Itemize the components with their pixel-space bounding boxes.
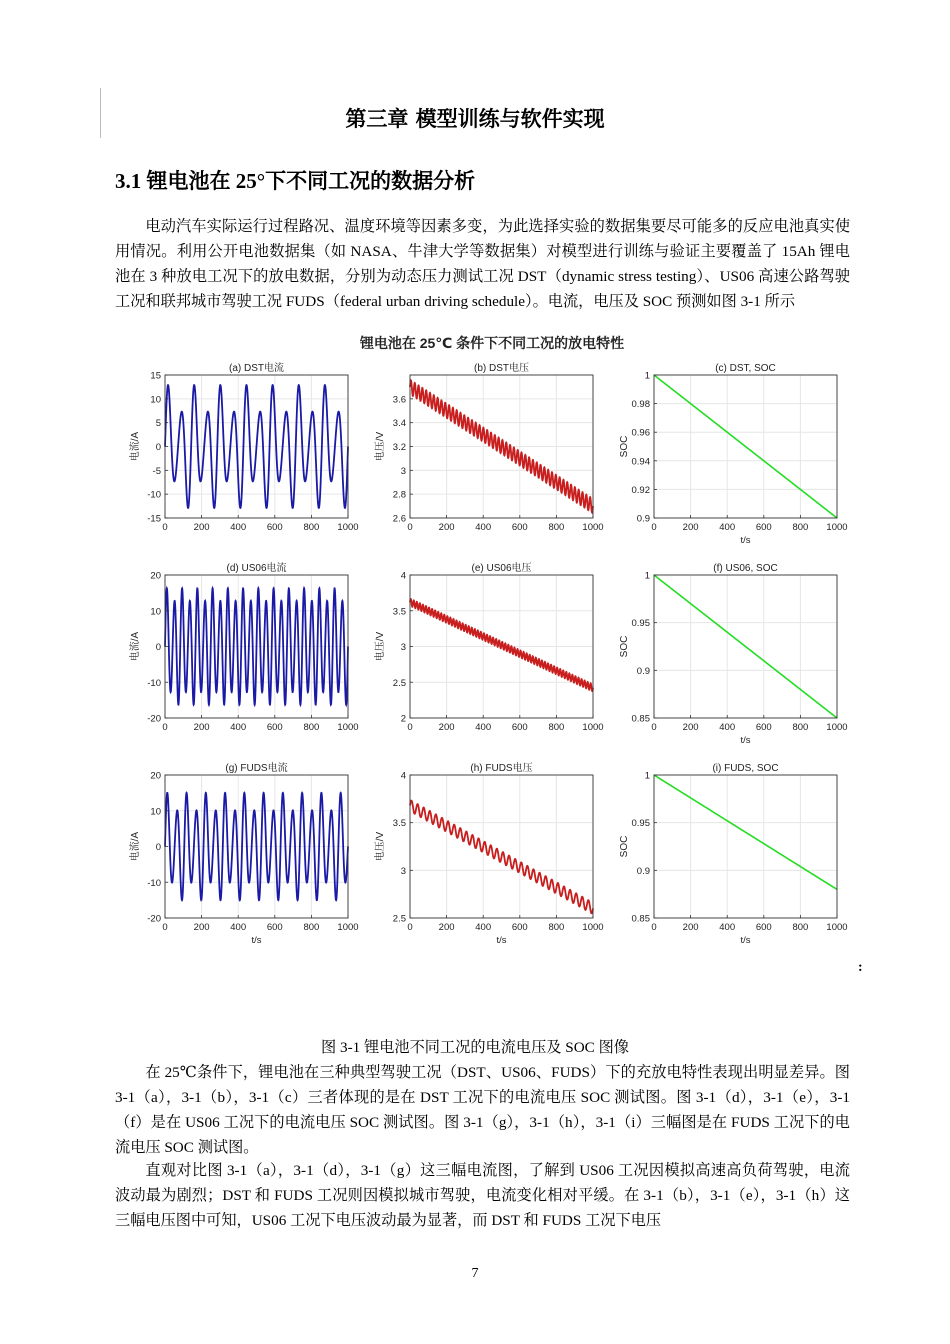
x-tick-label: 800 [548,522,565,533]
figure-title: 锂电池在 25℃ 条件下不同工况的放电特性 [359,335,625,351]
y-tick-label: -10 [147,489,161,501]
y-tick-label: 5 [155,418,161,430]
x-axis-label: t/s [740,935,751,946]
y-tick-label: 0 [155,842,161,853]
y-tick-label: 3.6 [392,394,406,406]
y-tick-label: 1 [644,370,650,382]
x-tick-label: 1000 [826,722,848,733]
x-tick-label: 800 [792,922,809,933]
x-axis-label: t/s [740,735,751,746]
y-tick-label: 0.85 [631,713,650,725]
x-tick-label: 200 [438,922,455,933]
y-tick-label: -20 [147,913,161,925]
x-tick-label: 1000 [826,522,848,533]
y-tick-label: 0 [155,442,161,453]
x-tick-label: 600 [266,922,283,933]
y-tick-label: 0.95 [631,818,650,830]
x-tick-label: 600 [755,722,772,733]
y-tick-label: 3.2 [392,442,406,453]
y-tick-label: 0.96 [631,427,650,439]
x-tick-label: 0 [162,522,168,533]
x-tick-label: 400 [719,722,736,733]
y-tick-label: 2.5 [392,913,406,925]
x-tick-label: 200 [682,522,699,533]
x-tick-label: 200 [438,722,455,733]
x-tick-label: 200 [193,722,210,733]
x-tick-label: 0 [651,722,657,733]
y-tick-label: 20 [150,570,161,582]
panel-e [373,561,604,733]
x-tick-label: 0 [651,922,657,933]
panel-title: (i) FUDS, SOC [712,763,779,774]
x-tick-label: 600 [266,522,283,533]
panel-title: (e) US06电压 [471,563,532,574]
y-tick-label: 3 [400,865,406,877]
y-axis-label: 电流/A [130,831,141,862]
y-tick-label: 4 [400,770,406,782]
y-axis-label: SOC [619,835,630,858]
y-axis-label: SOC [619,635,630,658]
y-tick-label: 3.4 [392,418,406,430]
x-tick-label: 1000 [337,722,359,733]
y-tick-label: 3.5 [392,818,406,830]
section-title: 3.1 锂电池在 25°下不同工况的数据分析 [115,169,476,193]
x-tick-label: 400 [230,922,247,933]
stray-mark: : [858,960,863,975]
y-tick-label: 20 [150,770,161,782]
x-tick-label: 200 [438,522,455,533]
y-tick-label: 0.9 [636,513,650,525]
x-tick-label: 0 [162,922,168,933]
x-tick-label: 400 [719,922,736,933]
y-tick-label: -10 [147,677,161,689]
series-line-f-0 [654,575,837,718]
x-tick-label: 400 [475,722,492,733]
x-tick-label: 200 [193,522,210,533]
x-tick-label: 400 [230,722,247,733]
x-tick-label: 1000 [582,522,604,533]
panel-i [619,763,848,946]
x-tick-label: 0 [407,722,413,733]
y-tick-label: 2.8 [392,489,406,501]
panel-title: (d) US06电流 [226,563,287,574]
figure-caption: 图 3-1 锂电池不同工况的电流电压及 SOC 图像 [321,1039,629,1056]
x-tick-label: 800 [303,922,320,933]
series-line-h-0 [410,801,593,914]
panel-title: (b) DST电压 [474,363,529,374]
panel-title: (c) DST, SOC [715,363,776,374]
panel-d [128,561,359,733]
y-axis-label: 电压/V [375,631,386,662]
panel-title: (g) FUDS电流 [225,763,288,774]
x-tick-label: 800 [792,722,809,733]
x-tick-label: 1000 [826,922,848,933]
panel-title: (a) DST电流 [229,363,284,374]
x-tick-label: 600 [755,922,772,933]
x-tick-label: 1000 [337,922,359,933]
y-tick-label: 2 [400,713,406,725]
series-line-c-0 [654,375,837,518]
y-tick-label: 0.92 [631,484,650,496]
x-tick-label: 800 [303,722,320,733]
x-tick-label: 1000 [337,522,359,533]
x-tick-label: 800 [548,922,565,933]
y-axis-label: 电压/V [375,431,386,462]
x-tick-label: 600 [511,722,528,733]
x-tick-label: 200 [682,722,699,733]
x-tick-label: 800 [303,522,320,533]
x-tick-label: 1000 [582,922,604,933]
x-axis-label: t/s [251,935,262,946]
y-tick-label: 0.94 [631,456,650,468]
panel-a [128,361,359,533]
y-axis-label: 电流/A [130,631,141,662]
y-tick-label: 0 [155,642,161,653]
y-axis-label: 电压/V [375,831,386,862]
x-tick-label: 400 [475,522,492,533]
x-tick-label: 600 [511,522,528,533]
x-tick-label: 400 [719,522,736,533]
y-tick-label: 3 [400,642,406,653]
y-tick-label: 2.6 [392,513,406,525]
y-tick-label: 1 [644,570,650,582]
y-tick-label: 15 [150,370,161,382]
y-axis-label: 电流/A [130,431,141,462]
x-tick-label: 600 [755,522,772,533]
paragraph-intro: 电动汽车实际运行过程路况、温度环境等因素多变，为此选择实验的数据集要尽可能多的反应电池真实使用情况。利用公开电池数据集（如 NASA、牛津大学等数据集）对模型进行训练与验证主要覆盖了 15Ah 锂电池在 3 种放电工况下的放电数据，分别为动态压力测试工况 DST（dynamic stress testing）、US06 高速公路驾驶工况和联邦城市驾驶工况 FUDS（federal urban driving schedule）。电流，电压及 SOC 预测如图 3-1 所示 [115,218,850,310]
x-tick-label: 0 [162,722,168,733]
panel-c [619,363,848,546]
chapter-title: 第三章 模型训练与软件实现 [345,107,605,131]
paragraph-comparison: 直观对比图 3-1（a），3-1（d），3-1（g）这三幅电流图，了解到 US06 工况因模拟高速高负荷驾驶，电流波动最为剧烈；DST 和 FUDS 工况则因模拟城市驾驶，电流变化相对平缓。在 3-1（b），3-1（e），3-1（h）这三幅电压图中可知，US06 工况下电压波动最为显著，而 DST 和 FUDS 工况下电压 [115,1162,850,1229]
x-tick-label: 400 [475,922,492,933]
panel-title: (f) US06, SOC [713,563,778,574]
x-tick-label: 200 [193,922,210,933]
y-tick-label: 0.9 [636,665,650,677]
y-axis-label: SOC [619,435,630,458]
x-tick-label: 800 [792,522,809,533]
x-tick-label: 800 [548,722,565,733]
y-tick-label: 0.85 [631,913,650,925]
y-tick-label: 10 [150,606,161,618]
y-tick-label: 0.98 [631,399,650,411]
panel-f [619,563,848,746]
panel-g [128,761,359,946]
panel-title: (h) FUDS电压 [470,763,533,774]
y-tick-label: -5 [152,465,161,477]
x-tick-label: 600 [266,722,283,733]
paragraph-analysis: 在 25℃条件下，锂电池在三种典型驾驶工况（DST、US06、FUDS）下的充放电特性表现出明显差异。图 3-1（a），3-1（b），3-1（c）三者体现的是在 DST 工况下的电流电压 SOC 测试图。图 3-1（d），3-1（e），3-1（f）是在 US06 工况下的电流电压 SOC 测试图。图 3-1（g），3-1（h），3-1（i）三幅图是在 FUDS 工况下的电流电压 SOC 测试图。 [115,1064,850,1156]
x-tick-label: 400 [230,522,247,533]
panel-b [373,361,604,533]
y-tick-label: 2.5 [392,677,406,689]
series-line-d-0 [165,588,348,704]
y-tick-label: 4 [400,570,406,582]
x-tick-label: 0 [407,922,413,933]
y-tick-label: 0.95 [631,618,650,630]
y-tick-label: -10 [147,877,161,889]
y-tick-label: 10 [150,806,161,818]
y-tick-label: 3 [400,465,406,477]
figure-3-1-svg [120,330,865,950]
panel-h [373,761,604,946]
y-tick-label: 3.5 [392,606,406,618]
x-axis-label: t/s [740,535,751,546]
y-tick-label: -20 [147,713,161,725]
page-number: 7 [471,1266,479,1281]
x-tick-label: 200 [682,922,699,933]
series-line-e-0 [410,599,593,691]
x-tick-label: 0 [651,522,657,533]
axes-frame [654,775,837,918]
x-axis-label: t/s [496,935,507,946]
figure-3-1 [120,330,865,950]
y-tick-label: 0.9 [636,865,650,877]
x-tick-label: 1000 [582,722,604,733]
x-tick-label: 600 [511,922,528,933]
series-line-i-0 [654,775,837,889]
y-tick-label: 10 [150,394,161,406]
y-tick-label: 1 [644,770,650,782]
y-tick-label: -15 [147,513,161,525]
x-tick-label: 0 [407,522,413,533]
